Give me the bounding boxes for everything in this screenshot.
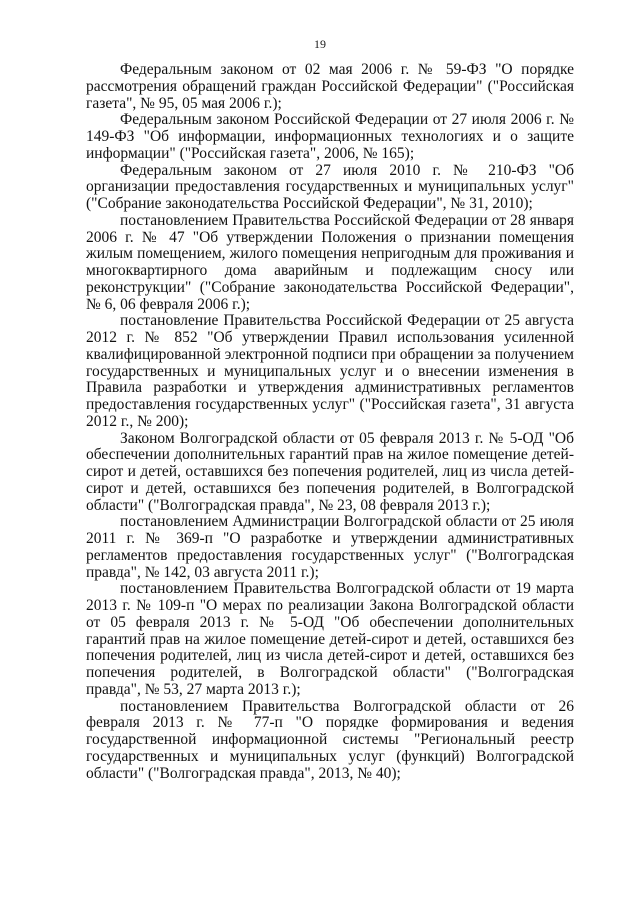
paragraph-federal-law-149fz: Федеральным законом Российской Федерации от 27 июля 2006 г. № 149-ФЗ "Об информации, информационных технологиях и о защите информации" ("Российская газета", 2006, № 165); (86, 111, 574, 162)
paragraph-rf-government-decree-852: постановление Правительства Российской Федерации от 25 августа 2012 г. № 852 "Об утверждении Правил использования усиленной квалифицированной электронной подписи при обращении за получением государственных и муниципальных услуг и о внесении изменения в Правила разработки и утверждения административных регламентов предоставления государственных услуг" ("Российская газета", 31 августа 2012 г., № 200); (86, 312, 574, 430)
page-number: 19 (314, 37, 326, 51)
paragraph-volgograd-law-5od: Законом Волгоградской области от 05 февраля 2013 г. № 5-ОД "Об обеспечении дополнительных гарантий прав на жилое помещение детей-сирот и детей, оставшихся без попечения родителей, лиц из числа детей-сирот и детей, оставшихся без попечения родителей, в Волгоградской области" ("Волгоградская правда", № 23, 08 февраля 2013 г.); (86, 429, 574, 514)
paragraph-federal-law-210fz: Федеральным законом от 27 июля 2010 г. № 210-ФЗ "Об организации предоставления государственных и муниципальных услуг" ("Собрание законодательства Российской Федерации", № 31, 2010); (86, 161, 574, 212)
paragraph-volgograd-administration-decree-369p: постановлением Администрации Волгоградской области от 25 июля 2011 г. № 369-п "О разработке и утверждении административных регламентов предоставления государственных услуг" ("Волгоградская правда", № 142, 03 августа 2011 г.); (86, 513, 574, 581)
paragraph-volgograd-government-decree-77p: постановлением Правительства Волгоградской области от 26 февраля 2013 г. № 77-п "О порядке формирования и ведения государственной информационной системы "Региональный реестр государственных и муниципальных услуг (функций) Волгоградской области" ("Волгоградская правда", 2013, № 40); (86, 697, 574, 782)
paragraph-federal-law-59fz: Федеральным законом от 02 мая 2006 г. № 59-ФЗ "О порядке рассмотрения обращений граждан Российской Федерации" ("Российская газета", № 95, 05 мая 2006 г.); (86, 61, 574, 112)
document-body (86, 62, 574, 782)
paragraph-volgograd-government-decree-109p: постановлением Правительства Волгоградской области от 19 марта 2013 г. № 109-п "О мерах по реализации Закона Волгоградской области от 05 февраля 2013 г. № 5-ОД "Об обеспечении дополнительных гарантий прав на жилое помещение детей-сирот и детей, оставшихся без попечения родителей, лиц из числа детей-сирот и детей, оставшихся без попечения родителей, в Волгоградской области" ("Волгоградская правда", № 53, 27 марта 2013 г.); (86, 580, 574, 698)
paragraph-rf-government-decree-47: постановлением Правительства Российской Федерации от 28 января 2006 г. № 47 "Об утверждении Положения о признании помещения жилым помещением, жилого помещения непригодным для проживания и многоквартирного дома аварийным и подлежащим сносу или реконструкции" ("Собрание законодательства Российской Федерации", № 6, 06 февраля 2006 г.); (86, 211, 574, 313)
